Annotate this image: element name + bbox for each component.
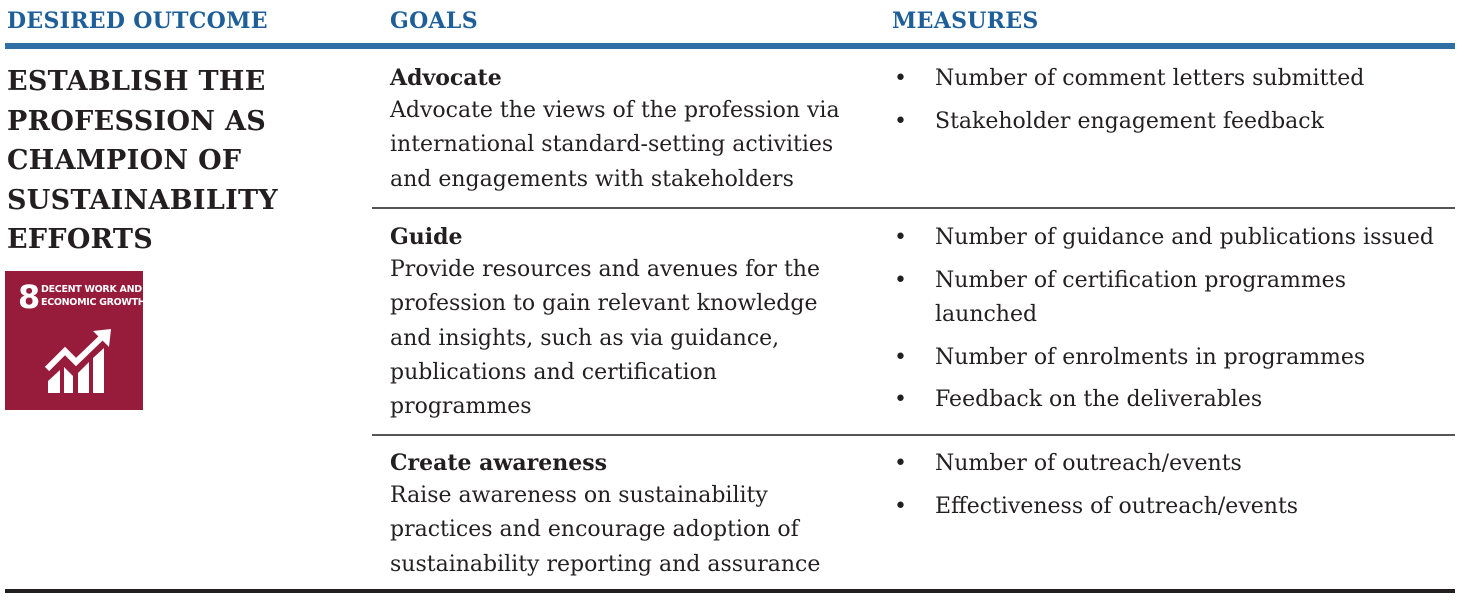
bullet-icon: • — [894, 225, 907, 250]
goal-description: Raise awareness on sustainability practices and encourage adoption of sustainability reporting and assurance — [390, 483, 821, 577]
goal-description: Provide resources and avenues for the profession to gain relevant knowledge and insights, such as via guidance, publications and certification programmes — [390, 257, 820, 420]
header-goals: GOALS — [390, 8, 478, 34]
goal-title: Create awareness — [390, 450, 607, 476]
bullet-icon: • — [894, 344, 907, 370]
measure-item — [892, 105, 1457, 140]
bullet-icon: • — [894, 66, 907, 91]
bullet-icon: • — [894, 493, 907, 519]
sdg-8-tile — [5, 271, 146, 410]
measure-text: Number of enrolments in programmes — [935, 344, 1366, 370]
bullet-icon: • — [894, 108, 907, 134]
growth-chart-icon — [43, 329, 113, 397]
bullet-icon: • — [894, 387, 907, 412]
measures-list-advocate — [892, 62, 1457, 147]
measures-list-create-awareness — [892, 447, 1457, 532]
measures-list-guide — [892, 221, 1457, 426]
measure-item — [892, 264, 1375, 333]
goal-description: Advocate the views of the profession via international standard-setting activities and engagements with stakeholders — [390, 98, 840, 192]
sdg-label — [41, 283, 146, 309]
bottom-rule — [5, 589, 1455, 593]
goal-title: Advocate — [390, 65, 502, 91]
measure-text: Number of comment letters submitted — [935, 66, 1365, 91]
bullet-icon: • — [894, 267, 907, 293]
sdg-number: 8 — [18, 278, 41, 316]
measure-text: Number of guidance and publications issued — [935, 225, 1434, 250]
header-rule — [5, 43, 1455, 49]
row-divider — [372, 207, 1455, 209]
header-measures: MEASURES — [892, 8, 1039, 34]
goal-advocate — [390, 62, 860, 197]
measure-item — [892, 62, 1457, 97]
outcome-title: ESTABLISH THE PROFESSION AS CHAMPION OF SUSTAINABILITY EFFORTS — [7, 66, 278, 255]
goal-title: Guide — [390, 224, 463, 250]
goal-guide — [390, 221, 840, 424]
measure-item — [892, 221, 1457, 256]
measure-text: Number of certification programmes launched — [935, 267, 1346, 327]
goal-create-awareness — [390, 447, 830, 582]
row-divider — [372, 434, 1455, 436]
measure-text: Stakeholder engagement feedback — [935, 108, 1324, 134]
measure-item — [892, 447, 1457, 482]
measure-item — [892, 490, 1457, 525]
measure-text: Number of outreach/events — [935, 451, 1242, 476]
measure-item — [892, 383, 1457, 418]
sdg-label-line1: DECENT WORK AND — [41, 284, 142, 295]
sdg-label-line2: ECONOMIC GROWTH — [41, 297, 146, 308]
measure-item — [892, 341, 1457, 376]
measure-text: Effectiveness of outreach/events — [935, 493, 1299, 519]
bullet-icon: • — [894, 451, 907, 476]
header-desired-outcome: DESIRED OUTCOME — [7, 8, 268, 34]
measure-text: Feedback on the deliverables — [935, 387, 1263, 412]
